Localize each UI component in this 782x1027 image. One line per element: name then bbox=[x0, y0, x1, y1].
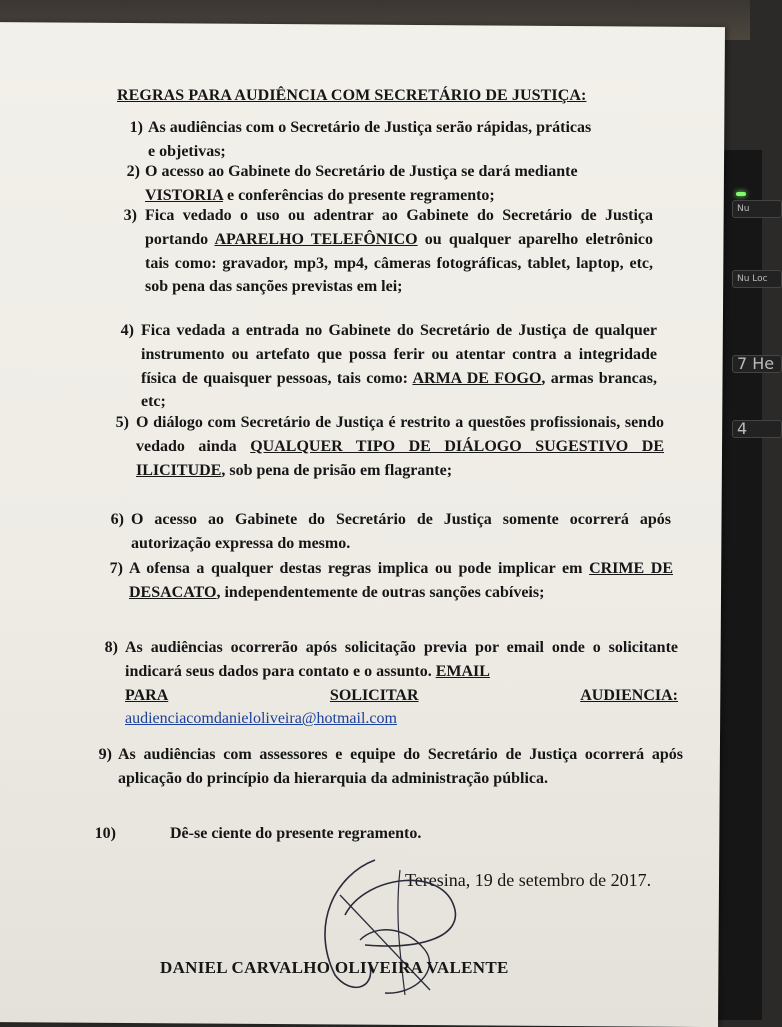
numpad-key: 7 He bbox=[732, 355, 782, 373]
rule-text-line: e objetivas; bbox=[148, 142, 226, 160]
numpad-key: 4 bbox=[732, 420, 782, 438]
rule-number: 3) bbox=[123, 207, 137, 224]
rule-text: As audiências ocorrerão após solicitação previa por email onde o solicitante indicará seus dados para contato e o assunto. bbox=[125, 639, 678, 680]
rule-text: , armas brancas, etc; bbox=[141, 369, 658, 411]
rule-number: 8) bbox=[104, 639, 118, 656]
rule-emphasis: ARMA DE FOGO bbox=[412, 369, 542, 387]
rule-emphasis: EMAIL bbox=[435, 662, 490, 680]
rule-text: e conferências do presente regramento; bbox=[222, 186, 495, 204]
rule-text: ou qualquer aparelho eletrônico tais como: gravador, mp3, mp4, câmeras fotográficas, tablet, laptop, etc, sob pena das sanções previstas em lei; bbox=[145, 230, 653, 296]
rule-text: Fica vedado o uso ou adentrar ao Gabinete do Secretário de Justiça portando bbox=[145, 207, 653, 248]
rule-text: , independentemente de outras sanções cabíveis; bbox=[216, 583, 545, 601]
email-label-word: PARA bbox=[125, 686, 169, 704]
email-link[interactable]: audienciacomdanieloliveira@hotmail.com bbox=[125, 710, 397, 728]
rule-text: , sob pena de prisão em flagrante; bbox=[221, 461, 453, 479]
email-label-line bbox=[125, 684, 678, 708]
rule-text-line: As audiências com o Secretário de Justiça serão rápidas, práticas bbox=[148, 119, 592, 136]
rule-emphasis: VISTORIA bbox=[145, 186, 223, 204]
rule-text: Fica vedada a entrada no Gabinete do Secretário de Justiça de qualquer instrumento ou artefato que possa ferir ou atentar contra a integridade física de quaisquer pessoas, tais como: bbox=[141, 322, 657, 387]
rule-emphasis: CRIME DE DESACATO bbox=[129, 560, 673, 601]
rule-emphasis: APARELHO TELEFÔNICO bbox=[214, 230, 418, 248]
rule-number: 4) bbox=[120, 322, 134, 339]
rule-text: A ofensa a qualquer destas regras implica ou pode implicar em bbox=[129, 560, 590, 577]
rule-text: O diálogo com Secretário de Justiça é restrito a questões profissionais, sendo vedado ainda bbox=[136, 414, 664, 455]
rule-number: 6) bbox=[110, 511, 124, 528]
rule-number: 1) bbox=[129, 119, 143, 136]
rule-text: O acesso ao Gabinete do Secretário de Justiça se dará mediante bbox=[145, 163, 578, 180]
handwritten-signature bbox=[305, 855, 465, 1000]
email-label-word: SOLICITAR bbox=[329, 686, 419, 704]
numpad-key: Nu bbox=[732, 200, 782, 218]
rule-number: 7) bbox=[109, 560, 123, 577]
numpad-key: Nu Loc bbox=[732, 270, 782, 288]
rule-text: As audiências com assessores e equipe do Secretário de Justiça ocorrerá após aplicação do princípio da hierarquia da administração pública. bbox=[118, 746, 683, 787]
rule-number: 9) bbox=[98, 746, 112, 763]
rule-text: O acesso ao Gabinete do Secretário de Justiça somente ocorrerá após autorização expressa do mesmo. bbox=[131, 511, 671, 552]
city-date: Teresina, 19 de setembro de 2017. bbox=[405, 870, 652, 890]
rule-text: Dê-se ciente do presente regramento. bbox=[170, 825, 422, 842]
email-label-word: AUDIENCIA: bbox=[580, 686, 678, 704]
rule-emphasis: QUALQUER TIPO DE DIÁLOGO SUGESTIVO DE ILICITUDE bbox=[136, 437, 665, 479]
document-title: REGRAS PARA AUDIÊNCIA COM SECRETÁRIO DE JUSTIÇA: bbox=[117, 87, 587, 104]
rule-number: 5) bbox=[115, 414, 129, 431]
rule-number: 2) bbox=[126, 163, 140, 180]
signer-name: DANIEL CARVALHO OLIVEIRA VALENTE bbox=[160, 958, 509, 977]
rule-number: 10) bbox=[94, 825, 116, 842]
